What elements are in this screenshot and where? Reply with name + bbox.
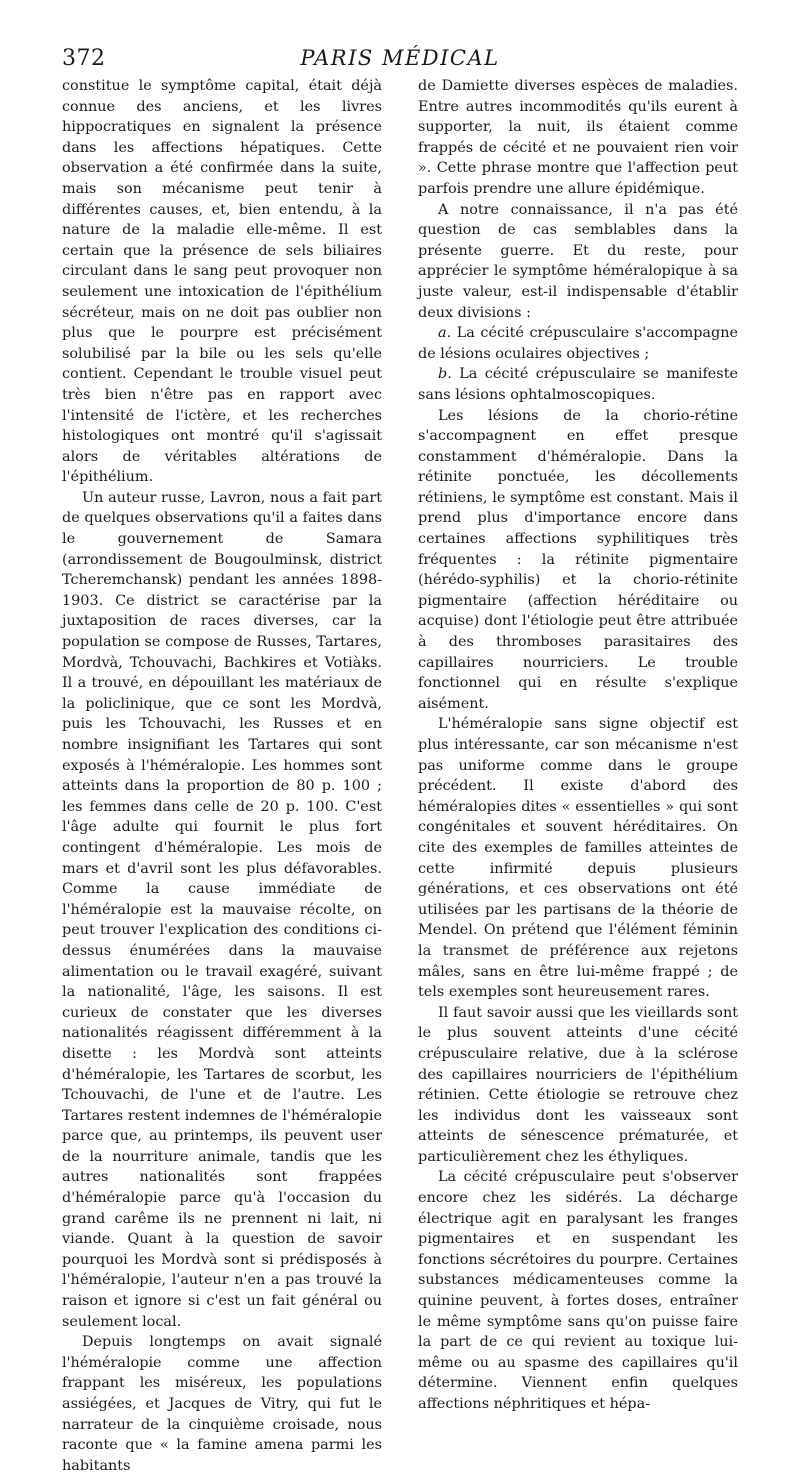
paragraph: A notre connaissance, il n'a pas été question de cas semblables dans la présente guerre. Et du reste, pour apprécier le symptôme héméralopique à sa juste valeur, est-il indispensable d'établir deux divisions : [418,201,738,321]
paragraph: constitue le symptôme capital, était déjà connue des anciens, et les livres hippocratiques en signalent la présence dans les affections hépatiques. Cette observation a été confirmée dans la suite, mais son mécanisme peut tenir à différentes causes, et, bien entendu, à la nature de la maladie elle-même. Il est certain que la présence de sels biliaires circulant dans le sang peut provoquer non seulement une intoxication de l'épithélium sécréteur, mais on ne doit pas oublier non plus que le pourpre est précisément solubilisé par la bile ou les sels qu'elle contient. Cependant le trouble visuel peut très bien n'être pas en rapport avec l'intensité de l'ictère, et les recherches histologiques ont montré qu'il s'agissait alors de véritables altérations de l'épithélium. [62,78,382,486]
right-column [418,76,738,1415]
paragraph: Les lésions de la chorio-rétine s'accompagnent en effet presque constamment d'héméralopie. Dans la rétinite ponctuée, les décollements rétiniens, le symptôme est constant. Mais il prend plus d'importance encore dans certaines affections syphilitiques très fréquentes : la rétinite pigmentaire (hérédo-syphilis) et la chorio-rétinite pigmentaire (affection héréditaire ou acquise) dont l'étiologie peut être attribuée à des thromboses parasitaires des capillaires nourriciers. Le trouble fonctionnel qui en résulte s'explique aisément. [418,407,738,712]
page-number: 372 [62,46,106,71]
list-item [418,323,738,364]
paragraph: Il faut savoir aussi que les vieillards sont le plus souvent atteints d'une cécité crépusculaire relative, due à la sclérose des capillaires nourriciers de l'épithélium rétinien. Cette étiologie se retrouve chez les individus dont les vaisseaux sont atteints de sénescence prématurée, et particulièrement chez les éthyliques. [418,1004,738,1165]
list-item [418,364,738,405]
list-item-text: La cécité crépusculaire se manifeste sans lésions ophtalmoscopiques. [418,366,738,403]
paragraph: L'héméralopie sans signe objectif est plus intéressante, car son mécanisme n'est pas uniforme comme dans le groupe précédent. Il existe d'abord des héméralopies dites « essentielles » qui sont congénitales et souvent héréditaires. On cite des exemples de familles atteintes de cette infirmité depuis plusieurs générations, et ces observations ont été utilisées par les partisans de la théorie de Mendel. On prétend que l'élément féminin la transmet de préférence aux rejetons mâles, sans en être lui-même frappé ; de tels exemples sont heureusement rares. [418,716,738,1001]
page-header [62,46,738,76]
list-item-letter: a. [438,325,452,342]
list-item-letter: b. [438,366,452,383]
left-column [62,76,382,1476]
paragraph: Un auteur russe, Lavron, nous a fait part de quelques observations qu'il a faites dans le gouvernement de Samara (arrondissement de Bougoulminsk, district Tcheremchansk) pendant les années 1898-1903. Ce district se caractérise par la juxtaposition de races diverses, car la population se compose de Russes, Tartares, Mordvà, Tchouvachi, Bachkires et Votiàks. Il a trouvé, en dépouillant les matériaux de la policlinique, que ce sont les Mordvà, puis les Tchouvachi, les Russes et en nombre insignifiant les Tartares qui sont exposés à l'héméralopie. Les hommes sont atteints dans la proportion de 80 p. 100 ; les femmes dans celle de 20 p. 100. C'est l'âge adulte qui fournit le plus fort contingent d'héméralopie. Les mois de mars et d'avril sont les plus défavorables. Comme la cause immédiate de l'héméralopie est la mauvaise récolte, on peut trouver l'explication des conditions ci-dessus énumérées dans la mauvaise alimentation ou le travail exagéré, suivant la nationalité, l'âge, les saisons. Il est curieux de constater que les diverses nationalités réagissent différemment à la disette : les Mordvà sont atteints d'héméralopie, les Tartares de scorbut, les Tchouvachi, de l'une et de l'autre. Les Tartares restent indemnes de l'héméralopie parce que, au printemps, ils peuvent user de la nourriture animale, tandis que les autres nationalités sont frappées d'héméralopie parce qu'à l'occasion du grand carême ils ne prennent ni lait, ni viande. Quant à la question de savoir pourquoi les Mordvà sont si prédisposés à l'héméralopie, l'auteur n'en a pas trouvé la raison et ignore si c'est un fait général ou seulement local. [62,489,382,1330]
paragraph: Depuis longtemps on avait signalé l'héméralopie comme une affection frappant les miséreux, les populations assiégées, et Jacques de Vitry, qui fut le narrateur de la cinquième croisade, nous raconte que « la famine amena parmi les habitants [62,1334,382,1474]
paragraph: de Damiette diverses espèces de maladies. Entre autres incommodités qu'ils eurent à supporter, la nuit, ils étaient comme frappés de cécité et ne pouvaient rien voir ». Cette phrase montre que l'affection peut parfois prendre une allure épidémique. [418,78,738,197]
running-title: PARIS MÉDICAL [300,46,500,70]
list-item-text: La cécité crépusculaire s'accompagne de lésions oculaires objectives ; [418,325,738,362]
paragraph: La cécité crépusculaire peut s'observer encore chez les sidérés. La décharge électrique agit en paralysant les franges pigmentaires et en suspendant les fonctions sécrétoires du pourpre. Certaines substances médicamenteuses comme la quinine peuvent, à fortes doses, entraîner le même symptôme sans qu'on puisse faire la part de ce qui revient au toxique lui-même ou au spasme des capillaires qu'il détermine. Viennent enfin quelques affections néphritiques et hépa- [418,1169,738,1412]
